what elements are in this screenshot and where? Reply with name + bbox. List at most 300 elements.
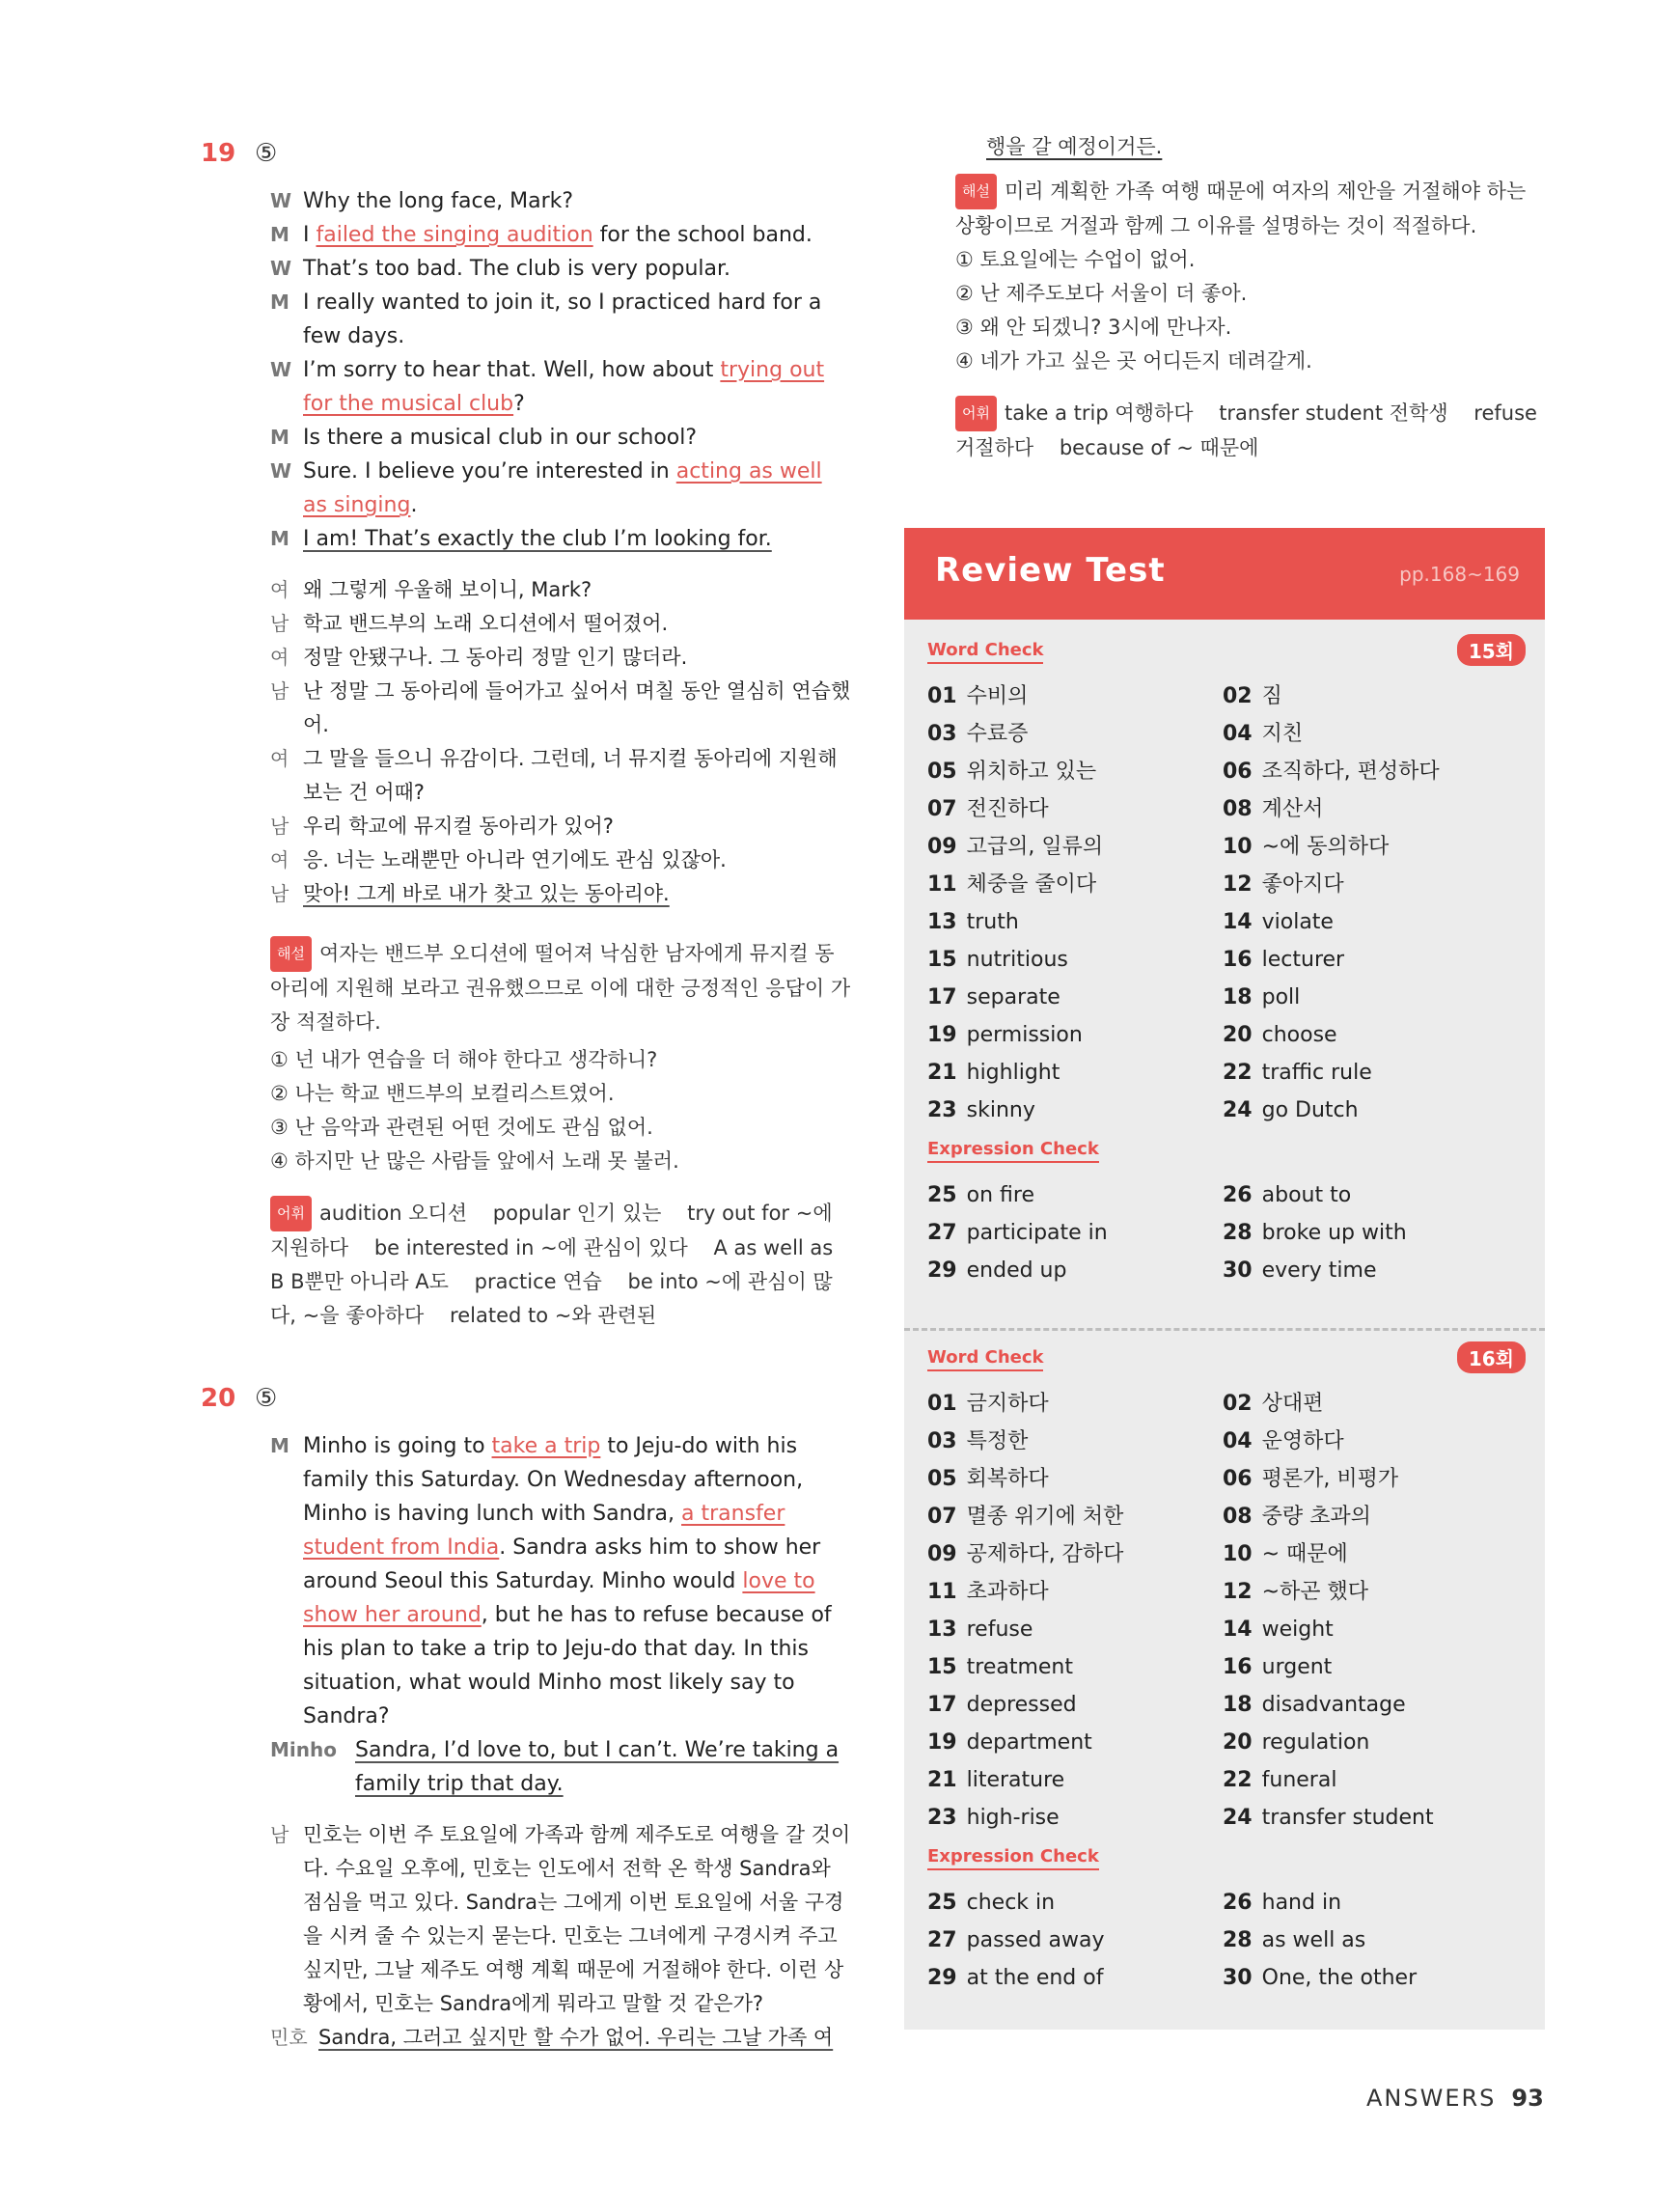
item-number: 18	[1223, 1693, 1253, 1717]
q19-translation	[270, 573, 851, 911]
item-number: 19	[927, 1730, 957, 1755]
item-number: 06	[1223, 1467, 1253, 1491]
item-answer: permission	[966, 1023, 1083, 1047]
expression-check-grid	[927, 1884, 1526, 1997]
review-item	[1223, 903, 1518, 941]
explanation-text: 미리 계획한 가족 여행 때문에 여자의 제안을 거절해야 하는 상황이므로 거절과 함께 그 이유를 설명하는 것이 적절하다.	[955, 180, 1527, 237]
item-answer: ~하곤 했다	[1261, 1580, 1369, 1604]
dialogue-line	[270, 252, 851, 286]
item-number: 26	[1223, 1183, 1253, 1207]
review-item	[927, 1423, 1223, 1460]
item-answer: every time	[1261, 1258, 1377, 1283]
item-answer: treatment	[966, 1655, 1073, 1679]
answer-choice: ⑤	[255, 139, 278, 168]
answer-line-kr-cont: 행을 갈 예정이거든.	[986, 135, 1163, 158]
item-number: 06	[1223, 760, 1253, 784]
q20-vocab	[955, 396, 1544, 465]
option-item: ④ 하지만 난 많은 사람들 앞에서 노래 못 불러.	[270, 1149, 679, 1173]
word-check-label: Word Check	[927, 640, 1043, 664]
review-item	[1223, 1460, 1518, 1498]
word-check-label: Word Check	[927, 1347, 1043, 1371]
speaker: 여	[270, 848, 289, 871]
dialogue-line	[270, 522, 851, 556]
review-title: Review Test	[935, 551, 1166, 590]
dialogue-line	[270, 421, 851, 455]
minho-kr-line	[270, 2021, 851, 2055]
item-answer: traffic rule	[1261, 1061, 1372, 1085]
item-answer: 공제하다, 감하다	[966, 1542, 1124, 1566]
text-run: Sure. I believe you’re interested in	[303, 459, 676, 484]
review-item	[927, 1686, 1223, 1724]
item-number: 23	[927, 1098, 957, 1122]
item-answer: ~ 때문에	[1261, 1542, 1348, 1566]
item-answer: as well as	[1261, 1928, 1366, 1952]
speaker: M	[270, 527, 289, 550]
answer-line-kr: Sandra, 그러고 싶지만 할 수가 없어. 우리는 그날 가족 여	[318, 2026, 834, 2049]
explanation-tag: 해설	[955, 174, 997, 209]
option-item: ③ 왜 안 되겠니? 3시에 만나자.	[955, 316, 1232, 339]
review-item	[1223, 1054, 1518, 1092]
review-header	[904, 528, 1545, 620]
review-item	[927, 1922, 1223, 1959]
review-item	[1223, 1884, 1518, 1922]
q19-dialogue	[270, 184, 851, 556]
continued-answer	[986, 130, 1544, 164]
round-badge: 16회	[1457, 1341, 1526, 1373]
translation-line	[270, 742, 851, 810]
speaker: M	[270, 1434, 289, 1457]
highlight-phrase: acting as well as singing	[303, 459, 822, 517]
item-number: 25	[927, 1891, 957, 1915]
text-run: I am! That’s exactly the club I’m looking for.	[303, 527, 772, 551]
item-answer: 짐	[1261, 684, 1282, 708]
translation-text: 정말 안됐구나. 그 동아리 정말 인기 많더라.	[303, 646, 688, 669]
translation-line	[270, 573, 851, 607]
speaker: W	[270, 189, 292, 212]
item-number: 05	[927, 760, 957, 784]
text-run: That’s too bad. The club is very popular.	[303, 257, 731, 281]
item-number: 29	[927, 1258, 957, 1283]
question-20-header	[201, 1375, 851, 1422]
item-number: 16	[1223, 948, 1253, 972]
option-item: ② 난 제주도보다 서울이 더 좋아.	[955, 282, 1248, 305]
item-answer: 중량 초과의	[1261, 1505, 1371, 1529]
item-number: 10	[1223, 835, 1253, 859]
text-run: Why the long face, Mark?	[303, 189, 574, 213]
item-number: 04	[1223, 722, 1253, 746]
item-number: 13	[927, 910, 957, 934]
dialogue-line	[270, 218, 851, 252]
item-number: 03	[927, 722, 957, 746]
item-number: 24	[1223, 1098, 1253, 1122]
item-number: 10	[1223, 1542, 1253, 1566]
speaker: 남	[270, 679, 289, 703]
item-answer: One, the other	[1261, 1966, 1418, 1990]
review-test-panel	[904, 528, 1545, 2030]
review-item	[1223, 1724, 1518, 1761]
item-answer: 체중을 줄이다	[966, 872, 1097, 897]
item-number: 25	[927, 1183, 957, 1207]
item-answer: 상대편	[1261, 1392, 1324, 1416]
item-answer: ~에 동의하다	[1261, 835, 1390, 859]
item-number: 14	[1223, 910, 1253, 934]
item-answer: urgent	[1261, 1655, 1333, 1679]
right-column	[955, 130, 1544, 465]
item-number: 29	[927, 1966, 957, 1990]
item-number: 30	[1223, 1966, 1253, 1990]
review-item	[927, 866, 1223, 903]
review-item	[927, 1214, 1223, 1252]
review-set-16	[927, 1347, 1526, 1997]
translation-line	[270, 607, 851, 641]
dialogue-text	[303, 286, 851, 353]
item-answer: nutritious	[966, 948, 1068, 972]
item-answer: 평론가, 비평가	[1261, 1467, 1399, 1491]
highlight-phrase: love to show her around	[303, 1569, 815, 1627]
answer-line	[303, 522, 851, 556]
highlight-phrase: failed the singing audition	[316, 223, 593, 247]
speaker: W	[270, 257, 292, 280]
item-answer: 지친	[1261, 722, 1304, 746]
item-number: 30	[1223, 1258, 1253, 1283]
item-answer: passed away	[966, 1928, 1105, 1952]
translation-line	[270, 843, 851, 877]
review-item	[927, 1252, 1223, 1289]
review-item	[927, 1535, 1223, 1573]
translation-text: 학교 밴드부의 노래 오디션에서 떨어졌어.	[303, 612, 669, 635]
item-number: 14	[1223, 1618, 1253, 1642]
item-answer: poll	[1261, 985, 1301, 1009]
item-answer: participate in	[966, 1221, 1108, 1245]
item-answer: violate	[1261, 910, 1334, 934]
minho-line	[270, 1733, 851, 1801]
item-number: 03	[927, 1429, 957, 1453]
text-run: Minho is going to	[303, 1434, 492, 1458]
item-answer: high-rise	[966, 1806, 1060, 1830]
option-item: ① 넌 내가 연습을 더 해야 한다고 생각하니?	[270, 1048, 658, 1071]
translation-text: 응. 너는 노래뿐만 아니라 연기에도 관심 있잖아.	[303, 848, 727, 871]
item-number: 02	[1223, 1392, 1253, 1416]
item-number: 22	[1223, 1061, 1253, 1085]
item-number: 28	[1223, 1221, 1253, 1245]
review-item	[927, 1054, 1223, 1092]
review-item	[1223, 1922, 1518, 1959]
item-answer: 운영하다	[1261, 1429, 1344, 1453]
item-number: 22	[1223, 1768, 1253, 1792]
round-badge: 15회	[1457, 634, 1526, 666]
word-check-grid	[927, 677, 1526, 1129]
item-number: 05	[927, 1467, 957, 1491]
review-item	[927, 1611, 1223, 1648]
word-check-grid	[927, 1385, 1526, 1837]
text-run: . Sandra asks him to show her around Seoul this Saturday. Minho would	[303, 1535, 821, 1593]
item-number: 11	[927, 1580, 957, 1604]
review-item	[927, 1648, 1223, 1686]
review-item	[1223, 1016, 1518, 1054]
translation-line	[270, 675, 851, 742]
item-answer: regulation	[1261, 1730, 1370, 1755]
item-number: 02	[1223, 684, 1253, 708]
expression-check-grid	[927, 1176, 1526, 1289]
item-number: 19	[927, 1023, 957, 1047]
highlight-phrase: a transfer student from India	[303, 1502, 785, 1560]
item-number: 07	[927, 1505, 957, 1529]
item-answer: 위치하고 있는	[966, 760, 1097, 784]
item-number: 23	[927, 1806, 957, 1830]
speaker: 남	[270, 612, 289, 635]
item-answer: broke up with	[1261, 1221, 1407, 1245]
review-item	[1223, 715, 1518, 753]
vocab-tag: 어휘	[955, 396, 997, 431]
item-number: 18	[1223, 985, 1253, 1009]
dialogue-line	[270, 286, 851, 353]
translation-line	[270, 877, 851, 911]
review-item	[1223, 1959, 1518, 1997]
left-column	[201, 130, 851, 2055]
item-number: 12	[1223, 872, 1253, 897]
explanation-tag: 해설	[270, 936, 312, 972]
vocab-text: take a trip 여행하다 transfer student 전학생 refuse 거절하다 because of ~ 때문에	[955, 401, 1544, 459]
item-number: 20	[1223, 1023, 1253, 1047]
speaker: Minho	[270, 1738, 337, 1761]
dialogue-text	[303, 184, 851, 218]
speaker: W	[270, 358, 292, 381]
translation-text: 왜 그렇게 우울해 보이니, Mark?	[303, 578, 592, 601]
review-pages: pp.168~169	[1399, 563, 1520, 586]
speaker: M	[270, 290, 289, 314]
option-item: ③ 난 음악과 관련된 어떤 것에도 관심 없어.	[270, 1116, 653, 1139]
review-item	[1223, 1573, 1518, 1611]
review-item	[1223, 1498, 1518, 1535]
review-item	[1223, 1535, 1518, 1573]
text-run: I’m sorry to hear that. Well, how about	[303, 358, 721, 382]
speaker: M	[270, 426, 289, 449]
review-item	[1223, 979, 1518, 1016]
item-number: 27	[927, 1221, 957, 1245]
item-number: 01	[927, 684, 957, 708]
item-number: 17	[927, 1693, 957, 1717]
item-answer: on fire	[966, 1183, 1034, 1207]
review-item	[1223, 1385, 1518, 1423]
item-number: 15	[927, 948, 957, 972]
item-answer: ended up	[966, 1258, 1067, 1283]
review-item	[927, 979, 1223, 1016]
speaker: W	[270, 459, 292, 483]
item-answer: 초과하다	[966, 1580, 1049, 1604]
question-19-header	[201, 130, 851, 177]
translation-text: 그 말을 들으니 유감이다. 그런데, 너 뮤지컬 동아리에 지원해 보는 건 어때?	[303, 747, 838, 804]
speaker: 여	[270, 747, 289, 770]
speaker: 여	[270, 578, 289, 601]
translation-line	[270, 1818, 851, 2021]
item-answer: truth	[966, 910, 1019, 934]
item-answer: 고급의, 일류의	[966, 835, 1104, 859]
q19-explanation	[270, 936, 851, 1039]
item-number: 15	[927, 1655, 957, 1679]
review-item	[1223, 1214, 1518, 1252]
q19-vocab	[270, 1196, 851, 1333]
question-number: 19	[201, 139, 236, 168]
dialogue-text	[303, 218, 851, 252]
item-number: 21	[927, 1061, 957, 1085]
vocab-tag: 어휘	[270, 1196, 312, 1231]
item-number: 21	[927, 1768, 957, 1792]
item-answer: 계산서	[1261, 797, 1324, 821]
review-item	[1223, 1799, 1518, 1837]
review-item	[1223, 677, 1518, 715]
item-number: 16	[1223, 1655, 1253, 1679]
item-number: 17	[927, 985, 957, 1009]
review-item	[927, 941, 1223, 979]
dialogue-text	[303, 252, 851, 286]
expression-check-label: Expression Check	[927, 1139, 1099, 1163]
answer-choice: ⑤	[255, 1384, 278, 1413]
item-answer: hand in	[1261, 1891, 1342, 1915]
text-run: .	[410, 493, 418, 517]
item-answer: funeral	[1261, 1768, 1337, 1792]
translation-line	[270, 641, 851, 675]
item-answer: lecturer	[1261, 948, 1345, 972]
page-footer	[1366, 2085, 1544, 2112]
item-answer: check in	[966, 1891, 1056, 1915]
review-item	[927, 1498, 1223, 1535]
answer-line: Sandra, I’d love to, but I can’t. We’re taking a family trip that day.	[355, 1738, 840, 1796]
review-item	[927, 1799, 1223, 1837]
item-number: 11	[927, 872, 957, 897]
review-item	[1223, 790, 1518, 828]
item-answer: department	[966, 1730, 1092, 1755]
review-item	[927, 1724, 1223, 1761]
item-answer: weight	[1261, 1618, 1334, 1642]
speaker: 남	[270, 1823, 289, 1846]
review-item	[1223, 1686, 1518, 1724]
review-item	[927, 1460, 1223, 1498]
review-item	[1223, 941, 1518, 979]
item-number: 13	[927, 1618, 957, 1642]
divider	[904, 1328, 1545, 1331]
dialogue-line	[270, 353, 851, 421]
review-item	[927, 828, 1223, 866]
review-item	[927, 1884, 1223, 1922]
item-answer: about to	[1261, 1183, 1352, 1207]
item-answer: transfer student	[1261, 1806, 1434, 1830]
question-number: 20	[201, 1384, 236, 1413]
translation-text: 우리 학교에 뮤지컬 동아리가 있어?	[303, 815, 614, 838]
item-answer: disadvantage	[1261, 1693, 1406, 1717]
text-run: , but he has to refuse because of his plan to take a trip to Jeju-do that day. In this situation, what would Minho most likely say to Sandra?	[303, 1603, 832, 1728]
review-item	[1223, 866, 1518, 903]
review-item	[1223, 1761, 1518, 1799]
expression-check-label: Expression Check	[927, 1846, 1099, 1870]
narration-text	[303, 1429, 851, 1733]
item-answer: literature	[966, 1768, 1065, 1792]
translation-line	[270, 810, 851, 843]
highlight-phrase: take a trip	[491, 1434, 601, 1458]
review-item	[1223, 828, 1518, 866]
item-answer: 멸종 위기에 처한	[966, 1505, 1124, 1529]
item-answer: 금지하다	[966, 1392, 1049, 1416]
option-item: ② 나는 학교 밴드부의 보컬리스트였어.	[270, 1082, 615, 1105]
review-item	[1223, 1176, 1518, 1214]
dialogue-line	[270, 184, 851, 218]
speaker: 여	[270, 646, 289, 669]
speaker: 민호	[270, 2026, 308, 2049]
review-item	[1223, 1252, 1518, 1289]
item-number: 20	[1223, 1730, 1253, 1755]
review-item	[927, 1573, 1223, 1611]
item-number: 09	[927, 1542, 957, 1566]
text-run: I	[303, 223, 317, 247]
item-number: 04	[1223, 1429, 1253, 1453]
q19-options	[270, 1043, 851, 1178]
review-item	[1223, 753, 1518, 790]
option-item: ④ 네가 가고 싶은 곳 어디든지 데려갈게.	[955, 349, 1312, 373]
item-answer: 수료증	[966, 722, 1029, 746]
review-item	[927, 1761, 1223, 1799]
item-answer: highlight	[966, 1061, 1060, 1085]
item-number: 12	[1223, 1580, 1253, 1604]
review-set-15	[927, 640, 1526, 1289]
review-item	[1223, 1648, 1518, 1686]
item-answer: 전진하다	[966, 797, 1049, 821]
item-answer: refuse	[966, 1618, 1033, 1642]
explanation-text: 여자는 밴드부 오디션에 떨어져 낙심한 남자에게 뮤지컬 동아리에 지원해 보라고 권유했으므로 이에 대한 긍정적인 응답이 가장 적절하다.	[270, 942, 851, 1034]
dialogue-line	[270, 455, 851, 522]
dialogue-text	[303, 353, 851, 421]
item-number: 27	[927, 1928, 957, 1952]
answer-line-kr: 맞아! 그게 바로 내가 찾고 있는 동아리야.	[303, 882, 670, 905]
q20-explanation	[955, 174, 1544, 243]
dialogue-text	[303, 455, 851, 522]
highlight-phrase: trying out for the musical club	[303, 358, 825, 416]
page-number: 93	[1511, 2085, 1544, 2112]
review-item	[927, 1016, 1223, 1054]
item-number: 01	[927, 1392, 957, 1416]
text-run: Is there a musical club in our school?	[303, 426, 698, 450]
item-number: 08	[1223, 797, 1253, 821]
speaker: M	[270, 223, 289, 246]
dialogue-text	[303, 421, 851, 455]
review-item	[927, 1959, 1223, 1997]
item-answer: separate	[966, 985, 1060, 1009]
item-answer: 회복하다	[966, 1467, 1049, 1491]
item-number: 28	[1223, 1928, 1253, 1952]
item-answer: at the end of	[966, 1966, 1104, 1990]
text-run: I really wanted to join it, so I practiced hard for a few days.	[303, 290, 822, 348]
q20-body	[270, 1429, 851, 2055]
text-run: to Jeju-do with his family this Saturday. On Wednesday afternoon, Minho is having lunch with Sandra,	[303, 1434, 804, 1526]
review-item	[927, 790, 1223, 828]
review-item	[1223, 1092, 1518, 1129]
review-item	[927, 1092, 1223, 1129]
review-item	[927, 715, 1223, 753]
item-answer: skinny	[966, 1098, 1035, 1122]
item-answer: depressed	[966, 1693, 1077, 1717]
review-item	[927, 677, 1223, 715]
review-item	[927, 903, 1223, 941]
review-item	[927, 1176, 1223, 1214]
q20-options	[955, 243, 1544, 378]
item-number: 07	[927, 797, 957, 821]
translation-text: 민호는 이번 주 토요일에 가족과 함께 제주도로 여행을 갈 것이다. 수요일 오후에, 민호는 인도에서 전학 온 학생 Sandra와 점심을 먹고 있다. Sandra는 그에게 이번 토요일에 서울 구경을 시켜 줄 수 있는지 묻는다. 민호는 그녀에게 구경시켜 주고 싶지만, 그날 제주도 여행 계획 때문에 거절해야 한다. 이런 상황에서, 민호는 Sandra에게 뭐라고 말할 것 같은가?	[303, 1823, 851, 2015]
vocab-text: audition 오디션 popular 인기 있는 try out for ~에 지원하다 be interested in ~에 관심이 있다 A as well as B B뿐만 아니라 A도 practice 연습 be into ~에 관심이 많다, ~을 좋아하다 related to ~와 관련된	[270, 1202, 840, 1327]
review-item	[1223, 1611, 1518, 1648]
item-number: 26	[1223, 1891, 1253, 1915]
review-item	[927, 1385, 1223, 1423]
speaker: 남	[270, 815, 289, 838]
translation-text: 난 정말 그 동아리에 들어가고 싶어서 며칠 동안 열심히 연습했어.	[303, 679, 851, 736]
text-run: ?	[513, 392, 525, 416]
